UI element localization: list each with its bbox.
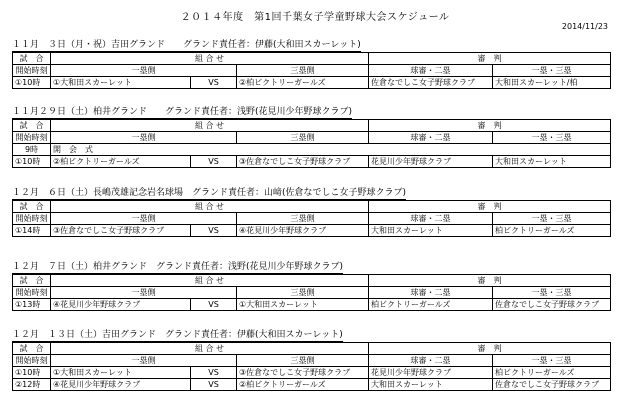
third-base-label: 三塁側	[237, 287, 369, 299]
table-header-row	[13, 201, 611, 213]
plate-second-label: 球審・二塁	[369, 287, 493, 299]
plate-second-label: 球審・二塁	[369, 213, 493, 225]
umpire-label: 審 判	[369, 53, 611, 65]
third-base-team: ③佐倉なでしこ女子野球クラブ	[237, 156, 369, 168]
base-umpire-team: 大和田スカーレット/柏	[493, 77, 611, 89]
umpire-label: 審 判	[369, 275, 611, 287]
table-row	[13, 144, 611, 156]
base-umpire-team: 佐倉なでしこ女子野球クラブ	[493, 299, 611, 311]
first-third-label: 一塁・三塁	[493, 213, 611, 225]
table-header-row	[13, 213, 611, 225]
first-base-team: ③佐倉なでしこ女子野球クラブ	[51, 225, 191, 237]
match-label: 試 合	[13, 201, 51, 213]
start-time: 9時	[13, 144, 51, 156]
start-time-label: 開始時刻	[13, 213, 51, 225]
third-base-team: ④花見川少年野球クラブ	[237, 225, 369, 237]
third-base-label: 三塁側	[237, 132, 369, 144]
section-header: １１月２９日（土）柏井グランド グランド責任者：浅野(花見川少年野球クラブ)	[12, 107, 353, 117]
first-base-label: 一塁側	[51, 65, 237, 77]
first-base-team: ④花見川少年野球クラブ	[51, 379, 191, 391]
third-base-team: ②柏ビクトリーガールズ	[237, 379, 369, 391]
start-time-label: 開始時刻	[13, 65, 51, 77]
table-row	[13, 225, 611, 237]
section-header: １２月 １３日（土）吉田グランド グランド責任者：伊藤(大和田スカーレット)	[12, 330, 343, 340]
match-label: 試 合	[13, 343, 51, 355]
vs-label: VS	[191, 299, 237, 311]
base-umpire-team: 柏ビクトリーガールズ	[493, 367, 611, 379]
vs-label: VS	[191, 77, 237, 89]
plate-umpire-team: 柏ビクトリーガールズ	[369, 299, 493, 311]
base-umpire-team: 佐倉なでしこ女子野球クラブ	[493, 379, 611, 391]
first-base-team: ①大和田スカーレット	[51, 77, 191, 89]
third-base-label: 三塁側	[237, 65, 369, 77]
first-base-label: 一塁側	[51, 213, 237, 225]
start-time: ②12時	[13, 379, 51, 391]
first-third-label: 一塁・三塁	[493, 355, 611, 367]
third-base-team: ①大和田スカーレット	[237, 299, 369, 311]
umpire-label: 審 判	[369, 343, 611, 355]
plate-umpire-team: 花見川少年野球クラブ	[369, 156, 493, 168]
start-time: ①10時	[13, 156, 51, 168]
schedule-table	[12, 274, 611, 311]
match-label: 試 合	[13, 53, 51, 65]
table-row	[13, 367, 611, 379]
first-base-label: 一塁側	[51, 355, 237, 367]
pairing-label: 組 合 せ	[51, 201, 369, 213]
table-header-row	[13, 53, 611, 65]
section-header: １１月 ３日（月・祝）吉田グランド グランド責任者：伊藤(大和田スカーレット)	[12, 40, 361, 50]
vs-label: VS	[191, 379, 237, 391]
vs-label: VS	[191, 225, 237, 237]
section-header: １２月 ６日（土）長嶋茂雄記念岩名球場 グランド責任者：山﨑(佐倉なでしこ女子野球クラブ)	[12, 188, 407, 198]
first-third-label: 一塁・三塁	[493, 65, 611, 77]
table-header-row	[13, 275, 611, 287]
table-row	[13, 299, 611, 311]
plate-umpire-team: 大和田スカーレット	[369, 225, 493, 237]
vs-label: VS	[191, 156, 237, 168]
first-base-label: 一塁側	[51, 132, 237, 144]
pairing-label: 組 合 せ	[51, 120, 369, 132]
first-third-label: 一塁・三塁	[493, 132, 611, 144]
match-label: 試 合	[13, 275, 51, 287]
table-header-row	[13, 120, 611, 132]
first-third-label: 一塁・三塁	[493, 287, 611, 299]
third-base-label: 三塁側	[237, 355, 369, 367]
start-time: ①14時	[13, 225, 51, 237]
section-header: １２月 ７日（土）柏井グランド グランド責任者：浅野(花見川少年野球クラブ)	[12, 262, 344, 272]
umpire-label: 審 判	[369, 201, 611, 213]
start-time: ①10時	[13, 367, 51, 379]
first-base-team: ①大和田スカーレット	[51, 367, 191, 379]
table-header-row	[13, 132, 611, 144]
schedule-table	[12, 342, 611, 391]
first-base-team: ④花見川少年野球クラブ	[51, 299, 191, 311]
table-header-row	[13, 287, 611, 299]
plate-umpire-team: 大和田スカーレット	[369, 379, 493, 391]
start-time: ①13時	[13, 299, 51, 311]
document-date: 2014/11/23	[561, 22, 608, 31]
table-row	[13, 77, 611, 89]
start-time-label: 開始時刻	[13, 132, 51, 144]
table-header-row	[13, 355, 611, 367]
event-name: 開 会 式	[51, 144, 611, 156]
first-base-label: 一塁側	[51, 287, 237, 299]
schedule-table	[12, 119, 611, 168]
vs-label: VS	[191, 367, 237, 379]
pairing-label: 組 合 せ	[51, 275, 369, 287]
first-base-team: ②柏ビクトリーガールズ	[51, 156, 191, 168]
umpire-label: 審 判	[369, 120, 611, 132]
schedule-table	[12, 200, 611, 237]
plate-second-label: 球審・二塁	[369, 65, 493, 77]
start-time: ①10時	[13, 77, 51, 89]
table-row	[13, 379, 611, 391]
document-title: ２０１４年度 第1回千葉女子学童野球大会スケジュール	[180, 12, 450, 23]
schedule-table	[12, 52, 611, 89]
start-time-label: 開始時刻	[13, 355, 51, 367]
third-base-team: ②柏ビクトリーガールズ	[237, 77, 369, 89]
base-umpire-team: 大和田スカーレット	[493, 156, 611, 168]
third-base-label: 三塁側	[237, 213, 369, 225]
pairing-label: 組 合 せ	[51, 343, 369, 355]
table-header-row	[13, 343, 611, 355]
match-label: 試 合	[13, 120, 51, 132]
base-umpire-team: 柏ビクトリーガールズ	[493, 225, 611, 237]
start-time-label: 開始時刻	[13, 287, 51, 299]
table-row	[13, 156, 611, 168]
plate-second-label: 球審・二塁	[369, 132, 493, 144]
plate-umpire-team: 佐倉なでしこ女子野球クラブ	[369, 77, 493, 89]
plate-umpire-team: 花見川少年野球クラブ	[369, 367, 493, 379]
third-base-team: ③佐倉なでしこ女子野球クラブ	[237, 367, 369, 379]
pairing-label: 組 合 せ	[51, 53, 369, 65]
table-header-row	[13, 65, 611, 77]
plate-second-label: 球審・二塁	[369, 355, 493, 367]
